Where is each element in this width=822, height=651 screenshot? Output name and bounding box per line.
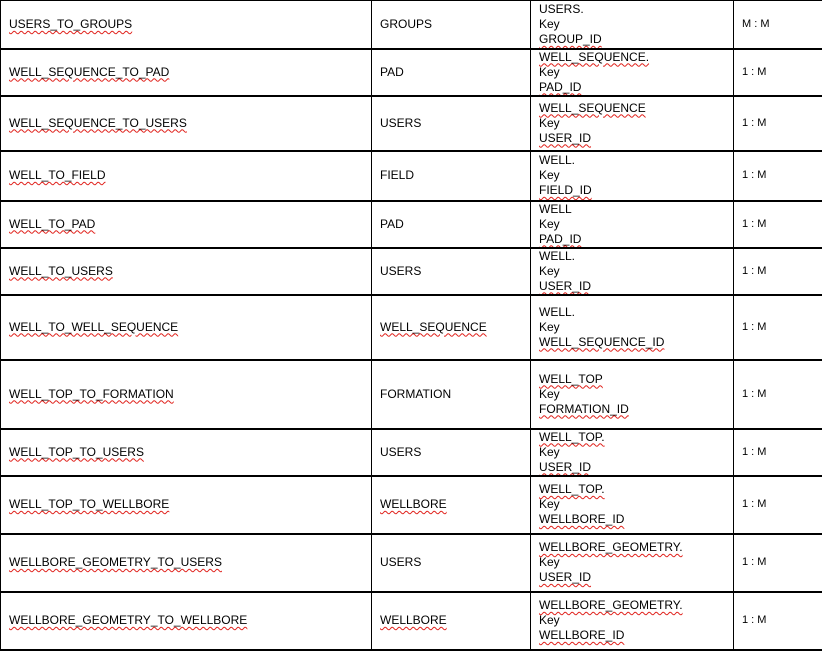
cardinality-cell <box>734 429 822 476</box>
cardinality-cell <box>734 248 822 295</box>
cardinality-cell <box>734 476 822 534</box>
table-row <box>1 1 822 49</box>
cardinality: 1 : M <box>742 320 767 333</box>
key-column: FORMATION_ID <box>539 401 629 416</box>
relationship-name: WELL_TOP_TO_WELLBORE <box>9 497 170 511</box>
related-table-cell <box>372 429 531 476</box>
key-column: WELLBORE_ID <box>539 628 625 642</box>
cardinality-cell <box>734 295 822 360</box>
cardinality: 1 : M <box>742 264 767 277</box>
key-label: Key <box>539 115 560 130</box>
table-row <box>1 49 822 96</box>
relationship-name-cell <box>1 295 372 360</box>
key-entity: WELL_TOP. <box>539 429 605 444</box>
related-table-name: WELLBORE <box>380 613 447 627</box>
table-row <box>1 248 822 295</box>
table-row <box>1 534 822 592</box>
relationship-name: WELL_SEQUENCE_TO_PAD <box>9 64 170 79</box>
related-table-name: USERS <box>380 263 422 278</box>
cardinality-cell <box>734 201 822 248</box>
cardinality: 1 : M <box>742 217 767 230</box>
key-column: PAD_ID <box>539 79 582 94</box>
relationship-name-cell <box>1 1 372 49</box>
related-table-name: USERS <box>380 444 422 459</box>
related-table-cell <box>372 534 531 592</box>
related-table-cell <box>372 1 531 49</box>
cardinality: 1 : M <box>742 498 767 510</box>
table-row <box>1 151 822 201</box>
key-cell <box>531 201 734 248</box>
key-column: USER_ID <box>539 570 592 584</box>
related-table-cell <box>372 151 531 201</box>
relationship-name: WELL_TO_USERS <box>9 263 113 278</box>
key-label: Key <box>539 497 560 511</box>
key-label: Key <box>539 555 560 569</box>
relationship-name-cell <box>1 592 372 650</box>
key-label: Key <box>539 319 560 334</box>
related-table-cell <box>372 476 531 534</box>
key-label: Key <box>539 16 560 31</box>
relationship-name-cell <box>1 360 372 429</box>
key-entity: WELL <box>539 201 572 216</box>
related-table-cell <box>372 592 531 650</box>
cardinality: 1 : M <box>742 556 767 568</box>
key-column: GROUP_ID <box>539 31 602 46</box>
key-column: WELL_SEQUENCE_ID <box>539 334 665 349</box>
related-table-name: FORMATION <box>380 386 452 401</box>
key-column: PAD_ID <box>539 231 582 246</box>
key-entity: WELL_SEQUENCE <box>539 100 646 115</box>
relationship-name: USERS_TO_GROUPS <box>9 16 133 31</box>
related-table-name: PAD <box>380 216 404 231</box>
key-entity: WELLBORE_GEOMETRY. <box>539 540 683 554</box>
key-label: Key <box>539 263 560 278</box>
related-table-cell <box>372 248 531 295</box>
relationship-name: WELL_TO_FIELD <box>9 168 106 182</box>
key-entity: WELLBORE_GEOMETRY. <box>539 598 683 612</box>
key-cell <box>531 360 734 429</box>
key-cell <box>531 534 734 592</box>
cardinality: M : M <box>742 17 770 30</box>
key-column: USER_ID <box>539 459 592 474</box>
related-table-name: GROUPS <box>380 16 433 31</box>
related-table-name: USERS <box>380 555 422 569</box>
key-column: WELLBORE_ID <box>539 512 625 526</box>
key-entity: WELL_TOP. <box>539 482 605 496</box>
key-entity: WELL_TOP <box>539 371 603 386</box>
key-cell <box>531 1 734 49</box>
key-label: Key <box>539 168 560 182</box>
relationship-name: WELL_SEQUENCE_TO_USERS <box>9 115 187 130</box>
table-row <box>1 295 822 360</box>
table-row <box>1 592 822 650</box>
related-table-name: USERS <box>380 115 422 130</box>
related-table-name: PAD <box>380 64 404 79</box>
relationship-name-cell <box>1 429 372 476</box>
related-table-cell <box>372 295 531 360</box>
related-table-cell <box>372 49 531 96</box>
key-label: Key <box>539 64 560 79</box>
key-cell <box>531 476 734 534</box>
cardinality-cell <box>734 360 822 429</box>
related-table-cell <box>372 360 531 429</box>
key-cell <box>531 96 734 151</box>
relationship-name-cell <box>1 151 372 201</box>
key-label: Key <box>539 613 560 627</box>
relationship-name: WELL_TOP_TO_FORMATION <box>9 386 174 401</box>
cardinality: 1 : M <box>742 387 767 400</box>
key-column: USER_ID <box>539 130 592 145</box>
key-entity: WELL. <box>539 248 576 263</box>
relationship-name-cell <box>1 49 372 96</box>
relationship-name-cell <box>1 96 372 151</box>
key-column: FIELD_ID <box>539 183 592 197</box>
cardinality-cell <box>734 96 822 151</box>
key-cell <box>531 151 734 201</box>
key-entity: WELL. <box>539 304 576 319</box>
relationship-name: WELL_TO_PAD <box>9 216 96 231</box>
key-cell <box>531 592 734 650</box>
key-entity: USERS. <box>539 1 584 16</box>
cardinality-cell <box>734 49 822 96</box>
key-cell <box>531 295 734 360</box>
relationship-name-cell <box>1 201 372 248</box>
key-column: USER_ID <box>539 278 592 293</box>
cardinality-cell <box>734 592 822 650</box>
relationship-name: WELL_TOP_TO_USERS <box>9 444 144 459</box>
key-cell <box>531 49 734 96</box>
cardinality: 1 : M <box>742 445 767 458</box>
cardinality: 1 : M <box>742 65 767 78</box>
cardinality: 1 : M <box>742 116 767 129</box>
related-table-name: WELL_SEQUENCE <box>380 319 487 334</box>
key-entity: WELL. <box>539 153 576 167</box>
key-label: Key <box>539 444 560 459</box>
cardinality: 1 : M <box>742 614 767 626</box>
related-table-name: FIELD <box>380 168 415 182</box>
table-row <box>1 360 822 429</box>
relationship-name-cell <box>1 534 372 592</box>
key-entity: WELL_SEQUENCE. <box>539 49 650 64</box>
cardinality-cell <box>734 151 822 201</box>
related-table-cell <box>372 96 531 151</box>
key-label: Key <box>539 216 560 231</box>
relationship-name-cell <box>1 476 372 534</box>
cardinality-cell <box>734 534 822 592</box>
related-table-cell <box>372 201 531 248</box>
related-table-name: WELLBORE <box>380 497 447 511</box>
key-cell <box>531 248 734 295</box>
table-row <box>1 429 822 476</box>
key-cell <box>531 429 734 476</box>
cardinality-cell <box>734 1 822 49</box>
relationship-name: WELL_TO_WELL_SEQUENCE <box>9 319 179 334</box>
key-label: Key <box>539 386 560 401</box>
table-row <box>1 476 822 534</box>
relationship-name: WELLBORE_GEOMETRY_TO_WELLBORE <box>9 613 248 627</box>
relationship-name-cell <box>1 248 372 295</box>
cardinality: 1 : M <box>742 169 767 181</box>
table-row <box>1 201 822 248</box>
relationship-name: WELLBORE_GEOMETRY_TO_USERS <box>9 555 222 569</box>
table-row <box>1 96 822 151</box>
